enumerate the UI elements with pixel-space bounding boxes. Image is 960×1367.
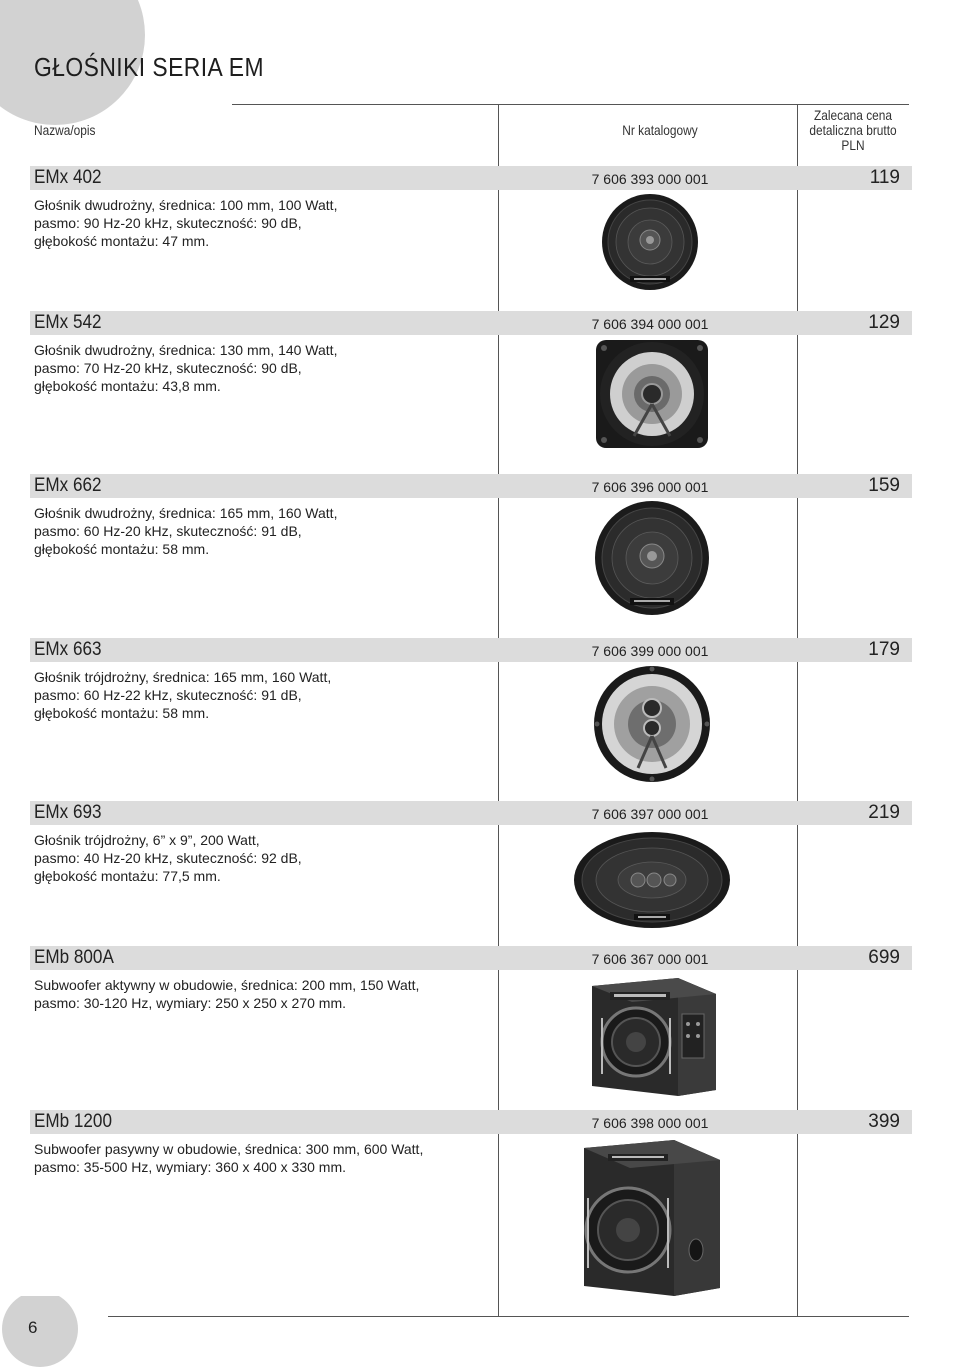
description-line: pasmo: 40 Hz-20 kHz, skuteczność: 92 dB, — [34, 850, 302, 866]
product-price: 159 — [868, 475, 900, 496]
speaker-image — [582, 500, 722, 618]
bottom-rule — [108, 1316, 909, 1317]
product-description — [34, 668, 504, 722]
page-number-circle — [0, 1296, 80, 1367]
product-band — [30, 801, 912, 825]
product-catalog-number: 7 606 398 000 001 — [591, 1115, 709, 1131]
header-rule — [232, 104, 909, 105]
product-price: 129 — [868, 312, 900, 333]
description-line: Głośnik dwudrożny, średnica: 100 mm, 100 Watt, — [34, 197, 338, 213]
description-line: pasmo: 70 Hz-20 kHz, skuteczność: 90 dB, — [34, 360, 302, 376]
product-description — [34, 1140, 504, 1176]
product-description — [34, 831, 504, 885]
column-header-catalog: Nr katalogowy — [622, 122, 698, 138]
product-band — [30, 638, 912, 662]
description-line: Głośnik dwudrożny, średnica: 165 mm, 160 Watt, — [34, 505, 338, 521]
product-band — [30, 166, 912, 190]
product-name: EMb 800A — [34, 947, 114, 968]
subwoofer-image — [578, 1138, 726, 1298]
product-price: 399 — [868, 1111, 900, 1132]
product-band — [30, 474, 912, 498]
product-catalog-number: 7 606 396 000 001 — [591, 479, 709, 495]
speaker-image — [582, 664, 722, 784]
column-header-price — [801, 108, 905, 153]
description-line: pasmo: 60 Hz-22 kHz, skuteczność: 91 dB, — [34, 687, 302, 703]
description-line: pasmo: 30-120 Hz, wymiary: 250 x 250 x 270 mm. — [34, 995, 347, 1011]
description-line: głębokość montażu: 47 mm. — [34, 233, 210, 249]
product-name: EMb 1200 — [34, 1111, 112, 1132]
description-line: Głośnik trójdrożny, 6” x 9”, 200 Watt, — [34, 832, 260, 848]
column-divider-right — [797, 104, 798, 1316]
description-line: Subwoofer aktywny w obudowie, średnica: 200 mm, 150 Watt, — [34, 977, 420, 993]
product-price: 119 — [869, 167, 900, 188]
column-header-price-line3: PLN — [841, 137, 865, 153]
product-name: EMx 693 — [34, 802, 102, 823]
product-band — [30, 311, 912, 335]
product-price: 179 — [868, 639, 900, 660]
product-description — [34, 196, 504, 250]
product-catalog-number: 7 606 397 000 001 — [591, 806, 709, 822]
product-band — [30, 946, 912, 970]
product-price: 219 — [868, 802, 900, 823]
page-title: GŁOŚNIKI SERIA EM — [34, 52, 264, 82]
product-band — [30, 1110, 912, 1134]
product-catalog-number: 7 606 394 000 001 — [591, 316, 709, 332]
description-line: głębokość montażu: 58 mm. — [34, 541, 210, 557]
product-name: EMx 662 — [34, 475, 102, 496]
subwoofer-image — [582, 974, 722, 1098]
product-catalog-number: 7 606 367 000 001 — [591, 951, 709, 967]
product-description — [34, 341, 504, 395]
description-line: głębokość montażu: 58 mm. — [34, 705, 210, 721]
speaker-image — [582, 338, 722, 450]
page-number: 6 — [28, 1318, 38, 1337]
product-description — [34, 976, 504, 1012]
product-name: EMx 663 — [34, 639, 102, 660]
product-name: EMx 402 — [34, 167, 102, 188]
description-line: pasmo: 90 Hz-20 kHz, skuteczność: 90 dB, — [34, 215, 302, 231]
product-price: 699 — [868, 947, 900, 968]
column-header-price-line1: Zalecana cena — [813, 107, 893, 123]
description-line: Subwoofer pasywny w obudowie, średnica: 300 mm, 600 Watt, — [34, 1141, 424, 1157]
speaker-image — [590, 192, 710, 292]
description-line: pasmo: 60 Hz-20 kHz, skuteczność: 91 dB, — [34, 523, 302, 539]
product-catalog-number: 7 606 393 000 001 — [591, 171, 709, 187]
description-line: Głośnik dwudrożny, średnica: 130 mm, 140 Watt, — [34, 342, 338, 358]
description-line: Głośnik trójdrożny, średnica: 165 mm, 160 Watt, — [34, 669, 332, 685]
product-name: EMx 542 — [34, 312, 102, 333]
product-catalog-number: 7 606 399 000 001 — [591, 643, 709, 659]
description-line: pasmo: 35-500 Hz, wymiary: 360 x 400 x 330 mm. — [34, 1159, 347, 1175]
column-header-price-line2: detaliczna brutto — [809, 122, 897, 138]
description-line: głębokość montażu: 77,5 mm. — [34, 868, 221, 884]
column-header-name: Nazwa/opis — [34, 122, 96, 138]
product-description — [34, 504, 504, 558]
speaker-image — [572, 830, 732, 930]
description-line: głębokość montażu: 43,8 mm. — [34, 378, 221, 394]
